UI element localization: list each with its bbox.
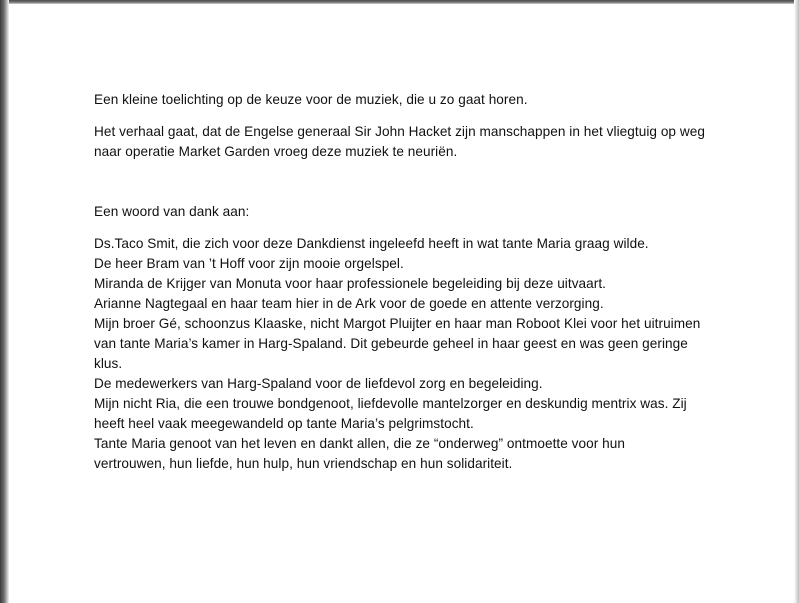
story-line: naar operatie Market Garden vroeg deze muziek te neuriën.: [94, 144, 458, 159]
thanks-heading: Een woord van dank aan:: [94, 204, 250, 219]
thanks-line: Arianne Nagtegaal en haar team hier in de Ark voor de goede en attente verzorging.: [94, 296, 604, 311]
intro-paragraph: Een kleine toelichting op de keuze voor de muziek, die u zo gaat horen.: [94, 92, 528, 107]
story-line: Het verhaal gaat, dat de Engelse generaal Sir John Hacket zijn manschappen in het vliegtuig op weg: [94, 124, 705, 139]
thanks-line: Tante Maria genoot van het leven en dankt allen, die ze “onderweg” ontmoette voor hun: [94, 436, 625, 451]
thanks-line: heeft heel vaak meegewandeld op tante Maria’s pelgrimstocht.: [94, 416, 474, 431]
thanks-line: Miranda de Krijger van Monuta voor haar professionele begeleiding bij deze uitvaart.: [94, 276, 606, 291]
viewer-frame-right: [794, 0, 799, 603]
thanks-line: vertrouwen, hun liefde, hun hulp, hun vriendschap en hun solidariteit.: [94, 456, 513, 471]
thanks-line: Ds.Taco Smit, die zich voor deze Dankdienst ingeleefd heeft in wat tante Maria graag wilde.: [94, 236, 649, 251]
thanks-line: van tante Maria’s kamer in Harg-Spaland. Dit gebeurde geheel in haar geest en was geen geringe: [94, 336, 688, 351]
thanks-line: klus.: [94, 356, 123, 371]
thanks-line: De medewerkers van Harg-Spaland voor de liefdevol zorg en begeleiding.: [94, 376, 543, 391]
thanks-line: De heer Bram van ’t Hoff voor zijn mooie orgelspel.: [94, 256, 404, 271]
document-text: [94, 90, 734, 474]
viewer-frame-left: [0, 0, 9, 603]
thanks-line: Mijn nicht Ria, die een trouwe bondgenoot, liefdevolle mantelzorger en deskundig mentrix was. Zij: [94, 396, 687, 411]
thanks-line: Mijn broer Gé, schoonzus Klaaske, nicht Margot Pluijter en haar man Roboot Klei voor het uitruimen: [94, 316, 701, 331]
